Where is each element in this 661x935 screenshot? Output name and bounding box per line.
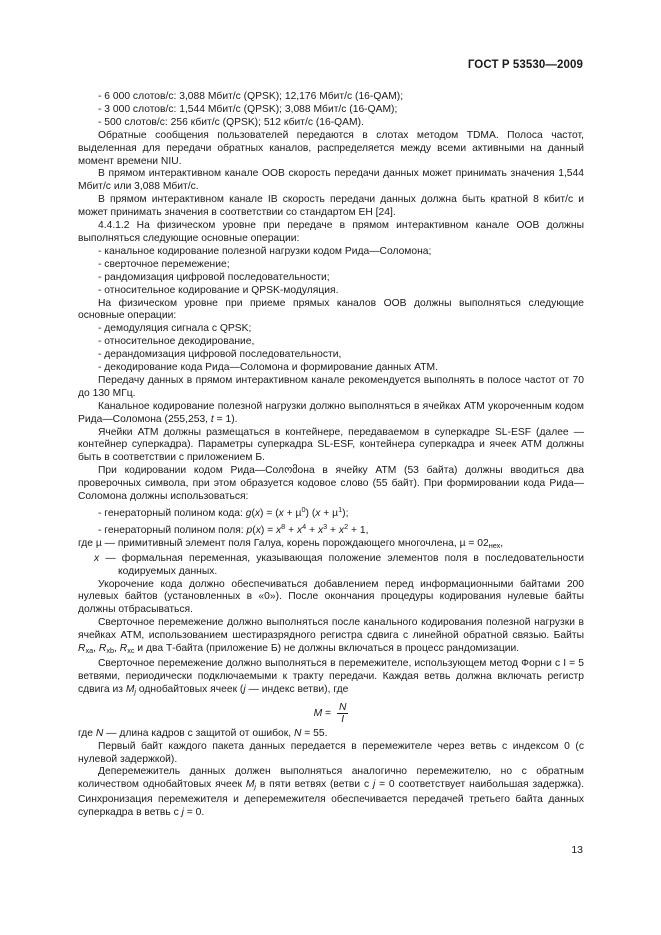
list-item: - 3 000 слотов/с: 1,544 Мбит/с (QPSK); 3,088 Мбит/с (16-QAM); [98, 103, 398, 115]
paragraph: В прямом интерактивном канале ООВ скорость передачи данных может принимать значения 1,544 Мбит/с или 3,088 Мбит/с. [78, 168, 584, 193]
list-item: - относительное кодирование и QPSK-модуляция. [98, 284, 339, 296]
list-item: - демодуляция сигнала с QPSK; [98, 323, 252, 335]
paragraph: В прямом интерактивном канале IB скорость передачи данных должна быть кратной 8 кбит/с и может принимать значения в соответствии со стандартом ЕН [24]. [78, 194, 584, 219]
paragraph: Укорочение кода должно обеспечиваться добавлением перед информационными байтами 200 нулевых байтов (установленных в «0»). После окончания процедуры кодирования нулевые байты должны отбрасываться. [78, 578, 584, 616]
x-definition: x — формальная переменная, указывающая положение элементов поля в последовательности кодируемых данных. [94, 552, 584, 577]
list-item: - относительное декодирование, [98, 336, 255, 348]
interleaver-formula: M = $\frac{N}{I}$ [313, 701, 347, 725]
page-number: 13 [571, 844, 583, 856]
paragraph: При кодировании кодом Рида—Солომона в ячейку АТМ (53 байта) должны вводиться два проверочных символа, при этом образуется кодовое слово (55 байт). При формировании кода Рида—Соломона должны использоваться: [78, 465, 584, 503]
document-body [78, 91, 584, 820]
paragraph: Первый байт каждого пакета данных передается в перемежителе через ветвь с индексом 0 (с нулевой задержкой). [78, 740, 584, 765]
paragraph: Передачу данных в прямом интерактивном канале рекомендуется выполнять в полосе частот от 70 до 130 МГц. [78, 374, 584, 399]
list-item: - дерандомизация цифровой последовательности, [98, 349, 342, 361]
fraction: $\frac{N}{I}$ [338, 701, 347, 725]
document-code-header: ГОСТ Р 53530—2009 [467, 59, 583, 71]
list-item: - декодирование кода Рида—Соломона и формирование данных АТМ. [98, 362, 438, 374]
paragraph: Ячейки АТМ должны размещаться в контейнере, передаваемом в суперкадре SL-ESF (далее — контейнер суперкадра). Параметры суперкадра SL-ESF, контейнера суперкадра и ячеек АТМ должны быть в соответствии с приложением Б. [78, 426, 584, 464]
mu-definition: где µ — примитивный элемент поля Галуа, корень порождающего многочлена, $\mu = 02_{нех}$, [78, 537, 504, 550]
code-generator-polynomial: - генераторный полином кода: g(x) = (x + µ$^0$) (x + µ$^1$); [98, 505, 349, 519]
list-item: - 500 слотов/с: 256 кбит/с (QPSK); 512 кбит/с (16-QAM). [98, 116, 364, 128]
paragraph: Обратные сообщения пользователей передаются в слотах методом TDMA. Полоса частот, выделенная для передачи обратных каналов, распределяется между всеми активными на данный момент времени NIU. [78, 129, 584, 167]
list-item: - рандомизация цифровой последовательности; [98, 271, 330, 283]
list-item: - канальное кодирование полезной нагрузки кодом Рида—Соломона; [98, 245, 432, 257]
paragraph: Канальное кодирование полезной нагрузки должно выполняться в ячейках АТМ укороченным кодом Рида—Соломона (255,253, t = 1). [78, 400, 584, 425]
n-definition: где N — длина кадров с защитой от ошибок, N = 55. [78, 727, 328, 739]
paragraph: Сверточное перемежение должно выполняться в перемежителе, использующем метод Форни с I = 5 ветвями, периодически подключаемыми к тракту передачи. Каждая ветвь должна включать регистр сдвига из $M_j$ однобайтовых ячеек (j — индекс ветви), где [78, 657, 584, 696]
paragraph: Деперемежитель данных должен выполняться аналогично перемежителю, но с обратным количеством однобайтовых ячеек $M_j$ в пяти ветвях (ветви с j = 0 соответствует наибольшая задержка). Синхронизация перемежителя и деперемежителя обеспечивается передачей третьего байта данных суперкадра в ветвь с j = 0. [78, 766, 584, 819]
list-item: - 6 000 слотов/с: 3,088 Мбит/с (QPSK); 12,176 Мбит/с (16-QAM); [98, 91, 404, 102]
field-generator-polynomial: - генераторный полином поля: $p(x) = x^8 + x^4 + x^3 + x^2 + 1$, [98, 521, 369, 536]
section-4-4-1-2-paragraph: 4.4.1.2 На физическом уровне при передаче в прямом интерактивном канале ООВ должны выполняться следующие основные операции: [78, 220, 584, 244]
paragraph: Сверточное перемежение должно выполняться после канального кодирования полезной нагрузки в ячейках АТМ, использованием шестиразрядного регистра сдвига с линейной обратной связью. Байты $R_{xa}$, $R_{xb}$, $R_{xc}$ и два Т-байта (приложение Б) не должны включаться в процесс рандомизации. [78, 617, 584, 656]
paragraph: На физическом уровне при приеме прямых каналов ООВ должны выполняться следующие основные операции: [78, 297, 584, 322]
list-item: - сверточное перемежение; [98, 258, 230, 270]
